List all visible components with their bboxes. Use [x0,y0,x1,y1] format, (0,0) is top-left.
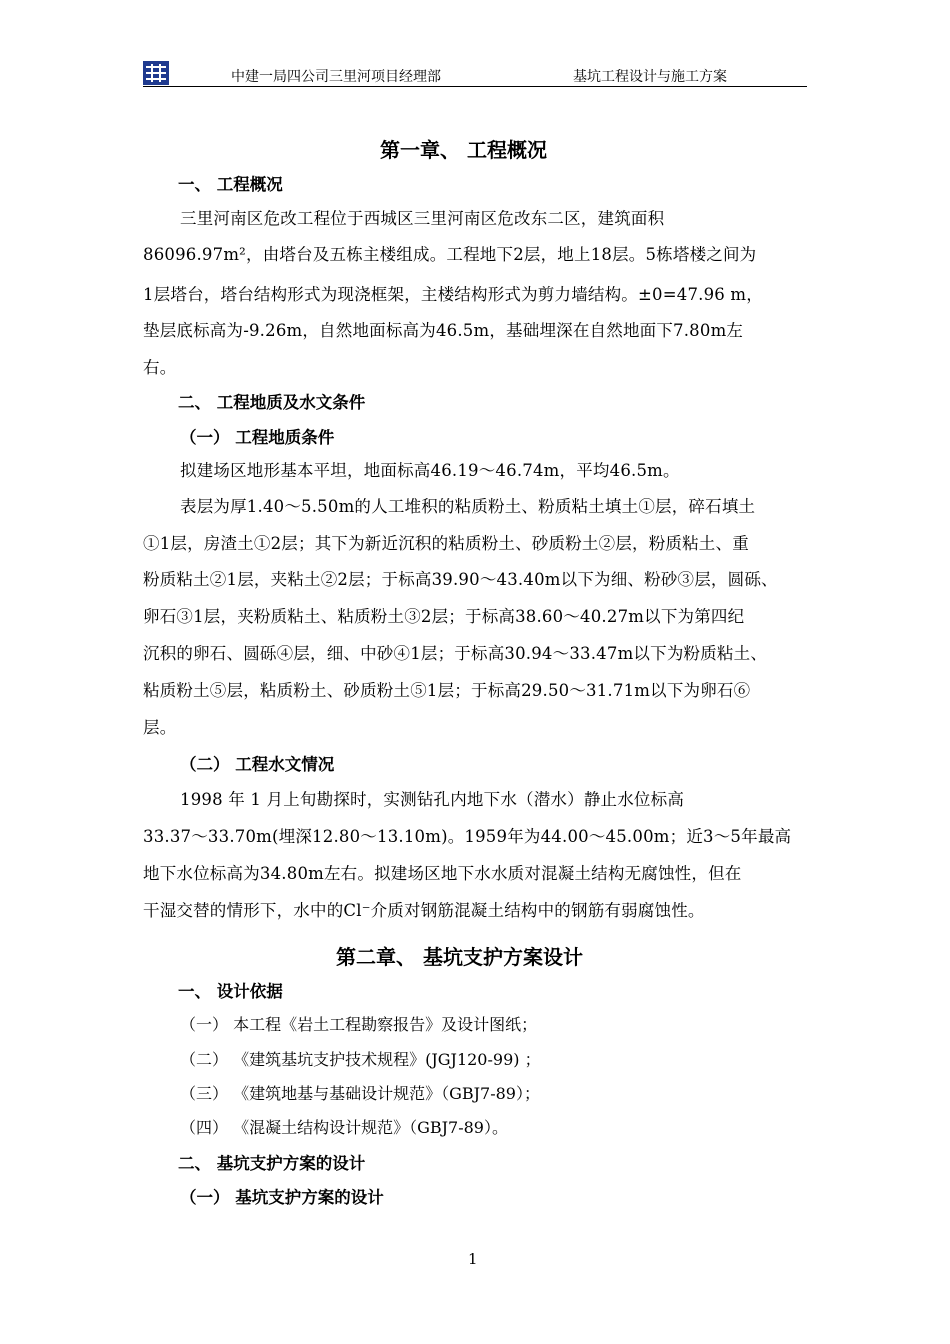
chapter-2-title: 第二章、 基坑支护方案设计 [336,945,583,969]
header-left-text: 中建一局四公司三里河项目经理部 [231,69,441,85]
paragraph-line: 33.37～33.70m(埋深12.80～13.10m)。1959年为44.00～45.00m；近3～5年最高 [143,827,792,846]
subsection-support-design-title: （一） 基坑支护方案的设计 [180,1188,384,1207]
paragraph-line: 86096.97m²，由塔台及五栋主楼组成。工程地下2层，地上18层。5栋塔楼之间为 [143,245,757,264]
reference-item: （二） 《建筑基坑支护技术规程》(JGJ120-99) ； [180,1050,541,1069]
section-design-basis-title: 一、 设计依据 [178,982,283,1001]
subsection-hydrology-title: （二） 工程水文情况 [180,755,335,774]
page-number: 1 [468,1250,478,1268]
paragraph-line: 右。 [143,358,177,377]
paragraph-line: ①1层，房渣土①2层；其下为新近沉积的粘质粉土、砂质粉土②层，粉质粘土、重 [143,534,749,553]
paragraph-line: 卵石③1层，夹粉质粘土、粘质粉土③2层；于标高38.60～40.27m以下为第四纪 [143,607,745,626]
paragraph-line: 三里河南区危改工程位于西城区三里河南区危改东二区，建筑面积 [180,209,665,228]
paragraph-line: 粉质粘土②1层，夹粘土②2层；于标高39.90～43.40m以下为细、粉砂③层，圆砾、 [143,570,778,589]
paragraph-line: 垫层底标高为-9.26m，自然地面标高为46.5m，基础埋深在自然地面下7.80m左 [143,321,744,340]
paragraph-line: 地下水位标高为34.80m左右。拟建场区地下水水质对混凝土结构无腐蚀性，但在 [143,864,742,883]
paragraph-line: 1998 年 1 月上旬勘探时，实测钻孔内地下水（潜水）静止水位标高 [180,790,685,809]
reference-item: （四） 《混凝土结构设计规范》（GBJ7-89）。 [180,1118,508,1137]
paragraph-line: 沉积的卵石、圆砾④层，细、中砂④1层；于标高30.94～33.47m以下为粉质粘土、 [143,644,768,663]
company-logo-icon [143,61,169,85]
section-support-design-title: 二、 基坑支护方案的设计 [178,1154,366,1173]
reference-item: （三） 《建筑地基与基础设计规范》（GBJ7-89）； [180,1084,540,1103]
paragraph-line: 表层为厚1.40～5.50m的人工堆积的粘质粉土、粉质粘土填土①层，碎石填土 [180,497,756,516]
paragraph-line: 层。 [143,718,177,737]
page-header [143,60,807,87]
paragraph-line: 拟建场区地形基本平坦，地面标高46.19～46.74m，平均46.5m。 [180,461,680,480]
paragraph-line: 1层塔台，塔台结构形式为现浇框架，主楼结构形式为剪力墙结构。±0=47.96 m， [143,285,763,304]
paragraph-line: 粘质粉土⑤层，粘质粉土、砂质粉土⑤1层；于标高29.50～31.71m以下为卵石⑥ [143,681,751,700]
section-1-title: 一、 工程概况 [178,175,283,194]
reference-item: （一） 本工程《岩土工程勘察报告》及设计图纸； [180,1015,538,1034]
section-2-title: 二、 工程地质及水文条件 [178,393,366,412]
subsection-geology-title: （一） 工程地质条件 [180,428,335,447]
chapter-1-title: 第一章、 工程概况 [380,138,547,162]
header-right-text: 基坑工程设计与施工方案 [573,69,727,85]
paragraph-line: 干湿交替的情形下，水中的Cl⁻介质对钢筋混凝土结构中的钢筋有弱腐蚀性。 [143,901,705,920]
